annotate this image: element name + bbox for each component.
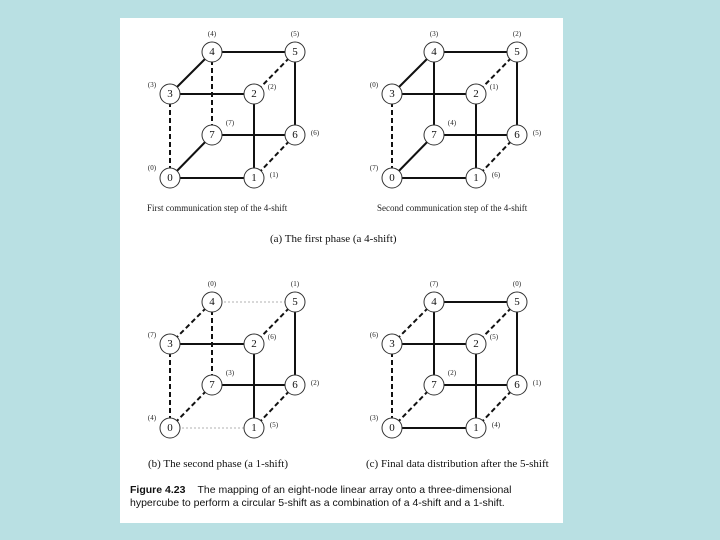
figure-panel: [120, 18, 563, 523]
data-tag-6: (2): [310, 379, 320, 387]
data-tag-5: (0): [512, 280, 522, 288]
node-7: [202, 125, 222, 145]
data-tag-1: (4): [491, 421, 501, 429]
node-5: [285, 42, 305, 62]
node-label: 6: [514, 379, 520, 391]
node-label: 0: [167, 422, 173, 434]
node-label: 7: [209, 379, 215, 391]
data-tag-5: (5): [290, 30, 300, 38]
node-label: 3: [167, 338, 173, 350]
node-label: 1: [251, 422, 257, 434]
data-tag-4: (0): [207, 280, 217, 288]
node-6: [285, 375, 305, 395]
node-3: [160, 84, 180, 104]
node-label: 6: [292, 379, 298, 391]
data-tag-0: (0): [147, 164, 157, 172]
node-label: 7: [209, 129, 215, 141]
node-label: 1: [473, 422, 479, 434]
node-3: [382, 84, 402, 104]
data-tag-1: (1): [269, 171, 279, 179]
node-label: 0: [167, 172, 173, 184]
node-2: [244, 84, 264, 104]
data-tag-3: (3): [147, 81, 157, 89]
node-7: [202, 375, 222, 395]
node-5: [285, 292, 305, 312]
node-label: 5: [514, 46, 520, 58]
node-label: 4: [209, 296, 215, 308]
node-label: 5: [292, 296, 298, 308]
node-7: [424, 375, 444, 395]
data-tag-7: (2): [447, 369, 457, 377]
data-tag-2: (6): [267, 333, 277, 341]
data-tag-0: (7): [369, 164, 379, 172]
node-label: 5: [514, 296, 520, 308]
phase-c-caption: (c) Final data distribution after the 5-shift: [366, 458, 549, 470]
node-1: [244, 168, 264, 188]
data-tag-0: (4): [147, 414, 157, 422]
cube-b: [120, 268, 341, 483]
data-tag-5: (1): [290, 280, 300, 288]
data-tag-7: (4): [447, 119, 457, 127]
node-label: 3: [167, 88, 173, 100]
node-3: [160, 334, 180, 354]
node-4: [202, 292, 222, 312]
node-2: [466, 84, 486, 104]
data-tag-4: (7): [429, 280, 439, 288]
data-tag-3: (7): [147, 331, 157, 339]
node-label: 7: [431, 379, 437, 391]
phase-a-caption: (a) The first phase (a 4-shift): [270, 233, 397, 245]
hypercube-diagram: [342, 18, 563, 233]
node-1: [244, 418, 264, 438]
node-label: 2: [251, 338, 257, 350]
node-label: 2: [251, 88, 257, 100]
figure-label: Figure 4.23: [130, 484, 186, 496]
hypercube-diagram: [120, 18, 341, 233]
node-2: [466, 334, 486, 354]
figure-caption: [130, 484, 555, 510]
node-label: 1: [251, 172, 257, 184]
figure-text: The mapping of an eight-node linear array onto a three-dimensional hypercube to perform a circular 5-shift as a combination of a 4-shift and a 1-shift.: [130, 484, 512, 509]
hypercube-diagram: [120, 268, 341, 483]
node-6: [507, 375, 527, 395]
step2-caption: Second communication step of the 4-shift: [377, 203, 528, 213]
node-label: 2: [473, 338, 479, 350]
node-label: 0: [389, 422, 395, 434]
node-label: 6: [514, 129, 520, 141]
node-0: [382, 418, 402, 438]
node-label: 0: [389, 172, 395, 184]
node-6: [507, 125, 527, 145]
node-7: [424, 125, 444, 145]
data-tag-3: (0): [369, 81, 379, 89]
data-tag-4: (3): [429, 30, 439, 38]
data-tag-6: (6): [310, 129, 320, 137]
node-label: 3: [389, 338, 395, 350]
data-tag-2: (5): [489, 333, 499, 341]
node-1: [466, 418, 486, 438]
node-label: 3: [389, 88, 395, 100]
cube-c: [342, 268, 563, 483]
node-1: [466, 168, 486, 188]
node-label: 4: [209, 46, 215, 58]
node-label: 2: [473, 88, 479, 100]
node-label: 5: [292, 46, 298, 58]
data-tag-5: (2): [512, 30, 522, 38]
node-0: [160, 418, 180, 438]
node-4: [202, 42, 222, 62]
data-tag-1: (6): [491, 171, 501, 179]
data-tag-2: (2): [267, 83, 277, 91]
data-tag-4: (4): [207, 30, 217, 38]
node-6: [285, 125, 305, 145]
node-3: [382, 334, 402, 354]
hypercube-diagram: [342, 268, 563, 483]
data-tag-0: (3): [369, 414, 379, 422]
data-tag-7: (3): [225, 369, 235, 377]
data-tag-1: (5): [269, 421, 279, 429]
data-tag-2: (1): [489, 83, 499, 91]
cube-a-step2: [342, 18, 563, 233]
node-0: [160, 168, 180, 188]
node-5: [507, 42, 527, 62]
node-label: 1: [473, 172, 479, 184]
node-label: 4: [431, 46, 437, 58]
cube-a-step1: [120, 18, 341, 233]
data-tag-6: (1): [532, 379, 542, 387]
phase-b-caption: (b) The second phase (a 1-shift): [148, 458, 288, 470]
node-label: 7: [431, 129, 437, 141]
node-0: [382, 168, 402, 188]
data-tag-3: (6): [369, 331, 379, 339]
data-tag-6: (5): [532, 129, 542, 137]
node-label: 4: [431, 296, 437, 308]
node-4: [424, 292, 444, 312]
node-2: [244, 334, 264, 354]
data-tag-7: (7): [225, 119, 235, 127]
node-label: 6: [292, 129, 298, 141]
step1-caption: First communication step of the 4-shift: [147, 203, 288, 213]
node-5: [507, 292, 527, 312]
node-4: [424, 42, 444, 62]
